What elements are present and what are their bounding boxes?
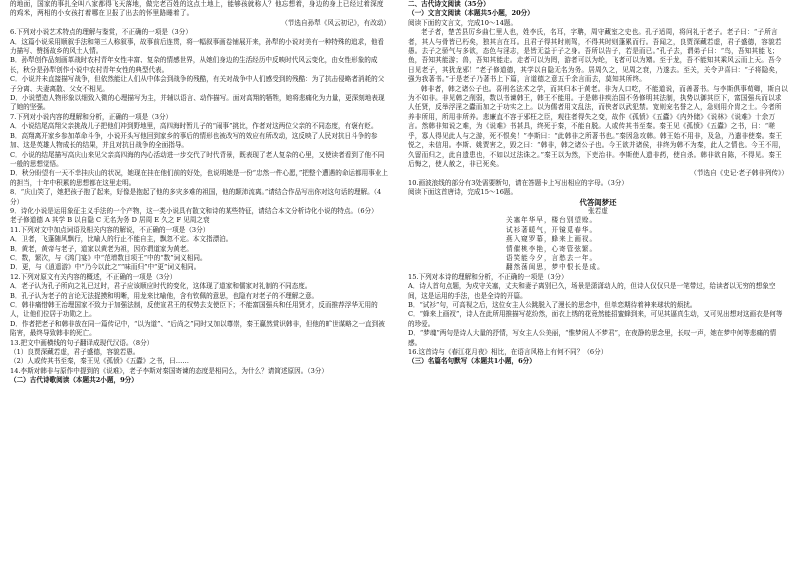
question-8: 8．“庆山笑了，她把孩子抱了起来，好像是抱起了他的多灾多难的祖国，他的颠沛流离。”请结合作品写出你对这句话的理解。（4分）: [10, 188, 382, 206]
poem-title: 代答闺梦还: [579, 197, 617, 207]
question-13-part-2: （2）人或传其书至秦，秦王见《孤愤》《五蠹》之书，曰……: [10, 357, 189, 366]
question-10: 10.画波浪线的部分有3处需要断句，请在答题卡上写出相应的字母。（3分）: [408, 178, 628, 187]
question-6-option-b: B．孙犁创作品刻画革战时农村青年女性丰富、复杂的情感世界，从她们身边的生活经历中反映时代风云变化，由女性形象的成长，秋分是孙犁创作小说中农村青年女性的典型代表。: [10, 56, 378, 74]
passage-source-shiji: （节选自《史记·老子韩非列传》）: [690, 169, 788, 178]
question-15: 15.下列对本诗的理解和分析，不正确的一项是（3分）: [408, 272, 568, 281]
question-12-option-c: C．韩非痛惜韩王治理国家不致力于加强法制，反使宣君王的权势去支使臣下；不能富国强兵和任用贤才，反而推荐浮华无用的人，让他们位居于功勋之上。: [10, 301, 378, 319]
poem-instruction: 阅读下面这首唐诗，完成15～16题。: [408, 188, 518, 197]
question-11-option-b: B．黄老，黄帝与老子，道家以黄老为祖，因亦谓道家为黄老。: [10, 244, 193, 253]
question-7-option-b: B．高翔离开家乡参加革命斗争，小说开头写他回到家乡的事后的情形也被改写的效应有所改动，这反映了人民对抗日斗争的参加、这是英雄人物成长的结果，并且对抗日战争的全面指导。: [10, 131, 378, 150]
question-7-option-d: D．秋分盼望有一天不幸挂庆山的状况，她现在挂在他们前的好处，也说明她是一份“忠然一件心愿，”把整个遭遇的命运都用事业上的担当，十年中积累的思想都在这里走明。: [10, 169, 388, 187]
question-7: 7.下列对小说内容的理解和分析，正确的一项是（3分）: [10, 112, 173, 121]
poem-body: [408, 216, 788, 272]
question-12: 12.下列对原文有关内容的概述，不正确的一项是（3分）: [10, 272, 177, 281]
question-7-option-c: C．小说的结尾描写高庆山来见父亲高四海的内心活动进一步交代了时代背景，既表现了老人复杂的心里，又使读者看到了他不同一般的思想觉悟。: [10, 150, 385, 168]
question-11: 11.下列对文中加点词语及相关内容的解说，不正确的一项是（3分）: [10, 225, 210, 234]
question-6-option-c: C．小说并未直接描写战争，但依然能让人们从中体会到战争的残酷，有关对战争中人们感受到的残酷：为了抗击侵略者消耗的父子分离、夫妻离散、父女不相见。: [10, 75, 385, 93]
question-12-option-a: A．老子认为孔子所向之礼已过时，君子应该顺应时代的变化，这体现了道家和儒家对礼制的不同态度。: [10, 282, 312, 291]
question-7-option-a: A．小说结尾高翔父亲挑战儿子把他们冲到野地里，高四海时暂儿子的“闹事”挑比，作者对这两位父亲的不同态度，有褒有贬。: [10, 122, 378, 131]
question-13: 13.把文中画横线的句子翻译成现代汉语。（8分）: [10, 338, 154, 347]
section-dictation-heading: （三）名篇名句默写（本题共1小题，6分）: [408, 357, 536, 366]
passage-source: （节选自孙犁《风云初记》，有改动）: [281, 18, 390, 27]
poem-author: 张若虚: [588, 206, 608, 215]
subsection-classical-prose: （一）文言文阅读（本题共5小题，20分）: [408, 9, 534, 18]
question-6-option-d: D．小说塑造人物形象以细致入微的心理描写为主，并辅以语言、动作描写。面对高翔的牺牲，她将悲痛化为力量，更深刻地表现了她的坚强。: [10, 94, 385, 112]
question-12-option-b: B．孔子认为老子的言论无法捉摸和明晰，用龙来比喻他，含有钦佩的意思，也隐有对老子的不理解之意。: [10, 291, 319, 300]
question-11-option-d: D．更，与《逍遥游》中“乃今以此之”“味而归”中“更”词义相同。: [10, 263, 201, 272]
left-column: [10, 0, 390, 561]
question-15-option-c: C．“蜂来上画衩”，诗人在此所用推描写花纷然，面衣上绣的花竟然能招蜜蜂到来，可见其逼真生动，又可见出想对这画衣是何等的珍爱。: [408, 310, 783, 328]
question-6-option-a: A．这篇小说采用顺叙手法和第三人称叙事，故事前后连贯，将一幅叙事画卷铺展开来，孙犁的小说对美有一种特殊的追求，他看力描写、赞扬故乡的风土人情。: [10, 37, 385, 56]
passage-hanfei: 韩非者，韩之诸公子也。喜刑名法术之学，而其归本于黄老。非为人口吃，不能道说，而善著书。与李斯俱事荀卿，斯自以为不如非。非见韩之削弱，数以书谏韩王，韩王不能用。于是韩非疾治国不务修明其法制，执势以御其臣下，富国强兵而以求人任贤，反举浮淫之蠹而加之于功实之上。以为儒者用文乱法，而侠者以武犯禁。宽则宠名誉之人，急则用介胄之士。今者所养非所用，所用非所养。悲廉直不容于邪枉之臣，观往者得失之变，故作《孤愤》《五蠹》《内外储》《说林》《说难》十余万言。然韩非知说之难，为《说难》书甚具，终死于秦，不能自脱。人或传其书至秦。秦王见《孤愤》《五蠹》之书，曰：“嗟乎，寡人得见此人与之游，死不恨矣！”李斯曰：“此韩非之所著书也。”秦因急攻韩。韩王始不用非，及急，乃遣非使秦。秦王悦之，未信用。李斯、姚贾害之，毁之曰：“韩非，韩之诸公子也。今王欲并诸侯，非终为韩不为秦，此人之情也。今王不用，久留而归之，此自遗患也，不如以过法诛之。”秦王以为然，下吏治非。李斯使人遗非药，使自杀。韩非欲自陈，不得见。秦王后悔之，使人赦之，非已死矣。: [408, 84, 788, 168]
question-14: 14.李斯对韩非与原作中提到的《说难》，老子李斯对秦国寄谏的态度是相同么，为什么？请简述原因。（3分）: [10, 366, 328, 375]
passage-laozi: 老子者，楚苦县厉乡曲仁里人也，姓李氏，名耳，字聃，周守藏室之史也。孔子适周，将问礼于老子。老子曰：“子所言者，其人与骨皆已朽矣，独其言在耳。且君子得其时则驾，不得其时则蓬累而行。吾闻之，良贾深藏若虚，君子盛德，容貌若愚。去子之骄气与多欲，态色与淫志，是皆无益于子之身。吾所以告子，若是而已。”孔子去，谓弟子曰：“鸟，吾知其能飞；鱼，吾知其能游；兽，吾知其能走。走者可以为罔，游者可以为纶，飞者可以为矰。至于龙，吾不能知其乘风云而上天。吾今日见老子，其犹龙邪！”老子修道德，其学以自隐无名为务。居周久之，见周之衰，乃遂去。至关，关令尹喜曰：“子将隐矣，强为我著书。”于是老子乃著书上下篇，言道德之意五千余言而去，莫知其所终。: [408, 28, 783, 84]
section-poetry-heading: （二）古代诗歌阅读（本题共2小题，9分）: [10, 376, 138, 385]
question-16: 16.这首诗与《春江花月夜》相比，在语言风格上有何不同？（6分）: [408, 348, 608, 357]
poem-line: 情催桃李艳，心寄管弦繁。: [506, 244, 598, 253]
poem-line: 翻然荡闺思，梦中恨长是成。: [506, 263, 605, 272]
question-15-option-b: B．“试衫”句，可高视之后，这位女主人公跳脱入了漫长的思念中，但单恋期待着神来球状的烦扰。: [408, 301, 697, 309]
poem-line: 语笑能今夕，言愁去一年。: [506, 253, 598, 262]
poem-line: 燕入窥罗幕，蜂来上画衩。: [506, 235, 598, 244]
subsection-instruction: 阅读下面的文言文，完成10～14题。: [408, 18, 518, 27]
question-9: 9．诗化小说是运用象征主义手法的一个产物，这一类小说具有散文和诗的某些特征，请结合本文分析诗化小说的特点。（6分）: [10, 206, 378, 215]
section-title: 二、古代诗文阅读（35分）: [408, 0, 490, 8]
poem-line: 关塞年华早，楼台别望赊。: [506, 216, 598, 225]
poem-line: 试衫著暖气，开镜觅春华。: [506, 225, 598, 234]
question-11-option-c: C．数，繁次，与《鸿门宴》中“范增数目项王”中的“数”词义相同。: [10, 253, 207, 262]
right-column: [408, 0, 788, 561]
passage-tail: 的地面，国家的事扎全叫八家都得飞天落地，做完老百姓的这点土地上，能够孩就称人？他忘想着，身边的身上已经过着深度的鸡米，两相的小女孩打着哪在卫报了出去的怀里路睡着了。: [10, 0, 384, 18]
question-15-option-d: D．“梦魂”两句是诗人大量的抒情，写女主人公美丽，“惟梦闲人不梦君”，在夜静的思念里，长叹一声，她在梦中何等悲痛的情感。: [408, 329, 777, 347]
question-15-option-a: A．诗人首句点题，为戍守关塞，丈夫和妻子离别已久，场景是潇潇动人的，但诗人仅仅只是一笔带过，给读者以无穷的想象空间，这是运用的手法，也是全诗的开篇。: [408, 282, 776, 300]
question-11-option-a: A．卫者，飞蓬随风飘行，比喻人的行止不能自主，飘忽不定。本文指漂泊。: [10, 235, 233, 244]
question-6: 6.下列对小说艺术特点的理解与鉴赏，不正确的一项是（3分）: [10, 28, 192, 37]
question-12-option-d: D．作者把老子和韩非放在同一篇传记中，“以为道”、“后尚之”同时又加以尊崇，秦王赢然赏识韩非，但他的旷世谋略之一直到被陷害，最终导致韩非的死亡。: [10, 319, 385, 338]
question-13-part-1: （1）良贾深藏若虚，君子盛德，容貌若愚。: [10, 348, 140, 357]
classic-segment: 老子修道德 A 其学 B 以自隐 C 无名为务 D 居周 E 久之 F 见周之衰: [10, 216, 210, 225]
